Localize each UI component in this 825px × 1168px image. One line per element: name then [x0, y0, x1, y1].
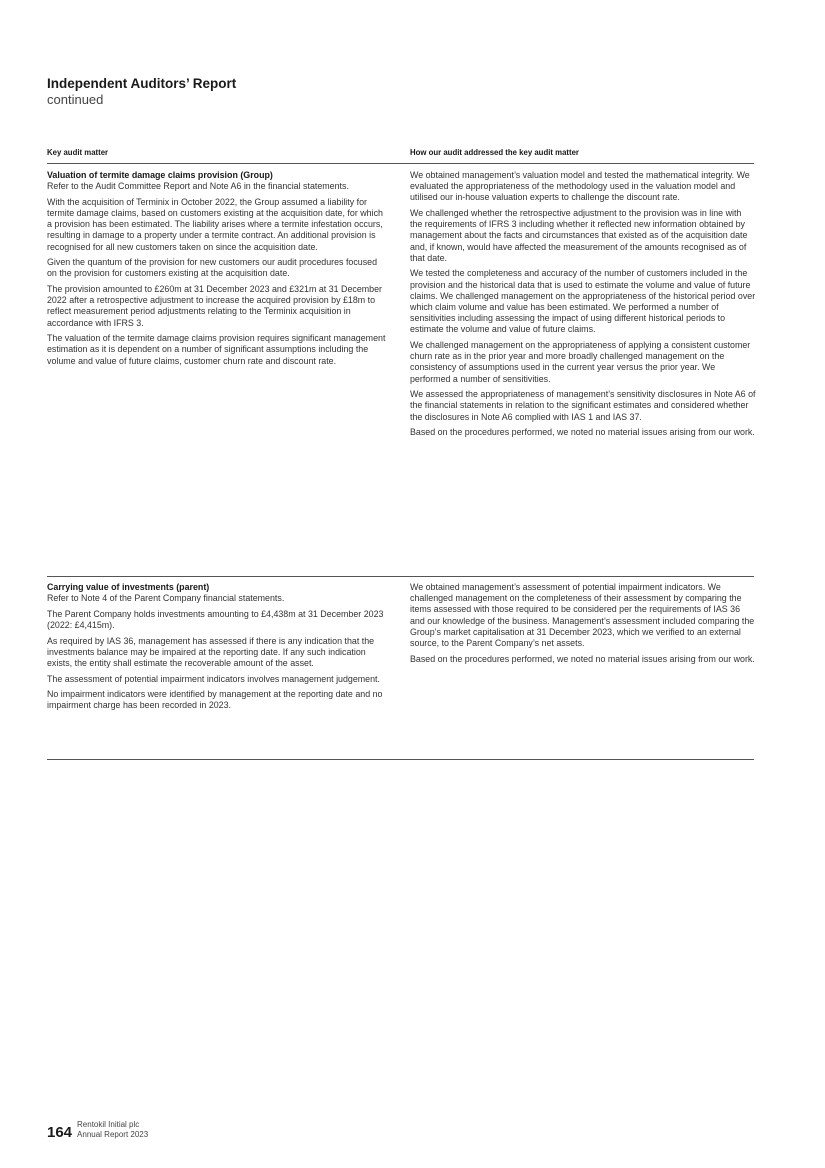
report-header	[47, 76, 236, 108]
page-subtitle: continued	[47, 92, 104, 107]
row-2-left-para: The assessment of potential impairment indicators involves management judgement.	[47, 673, 380, 684]
page-title: Independent Auditors’ Report	[47, 76, 237, 91]
row-1-left-para: The provision amounted to £260m at 31 December 2023 and £321m at 31 December 2022 after a retrospective adjustment to increase the acquired provision by £18m to reflect measurement period adjustments relating to the Terminix acquisition in accordance with IFRS 3.	[47, 284, 382, 328]
page-number: 164	[47, 1124, 73, 1141]
row-divider	[47, 576, 754, 577]
row-1-right-para: Based on the procedures performed, we noted no material issues arising from our work.	[410, 427, 755, 438]
header-divider	[47, 163, 754, 164]
row-2-heading: Carrying value of investments (parent)	[47, 582, 210, 592]
footer-company: Rentokil Initial plc	[77, 1120, 140, 1129]
row-2-left-para: Refer to Note 4 of the Parent Company financial statements.	[47, 593, 285, 604]
column-header-key-audit-matter: Key audit matter	[47, 148, 109, 157]
page-footer	[47, 1120, 148, 1142]
row-1-right-para: We tested the completeness and accuracy of the number of customers included in the provision and the historical data that is used to estimate the volume and value of future claims. We challenged management on the appropriateness of the historical period over which claim volume and value has been estimated. We performed a number of sensitivities including assessing the impact of using different historical periods to estimate the volume and value of future claims.	[410, 268, 756, 335]
row-2-left-para: The Parent Company holds investments amounting to £4,438m at 31 December 2023 (2022: £4,415m).	[47, 608, 384, 630]
column-header-audit-response: How our audit addressed the key audit matter	[410, 148, 579, 157]
row-2-left-para: No impairment indicators were identified by management at the reporting date and no impairment charge has been recorded in 2023.	[47, 689, 383, 711]
row-1-heading: Valuation of termite damage claims provision (Group)	[47, 170, 273, 180]
footer-publication	[77, 1120, 148, 1142]
row-1-left-para: Refer to the Audit Committee Report and Note A6 in the financial statements.	[47, 181, 349, 192]
row-1-left-para: Given the quantum of the provision for new customers our audit procedures focused on the provision for customers existing at the acquisition date.	[47, 257, 378, 279]
footer-report: Annual Report 2023	[77, 1130, 149, 1139]
row-2-key-audit-matter	[47, 582, 387, 716]
row-1-left-para: With the acquisition of Terminix in October 2022, the Group assumed a liability for termite damage claims, based on customers existing at the acquisition date, for which a provision has been estimated. The liability arises where a termite infestation occurs, resulting in damage to a property under a termite contract. An additional provision is recognised for all new customers taken on since the acquisition date.	[47, 196, 383, 252]
row-1-right-para: We assessed the appropriateness of management’s sensitivity disclosures in Note A6 of the financial statements in relation to the significant estimates and considered whether the disclosures in Note A6 complied with IAS 1 and IAS 37.	[410, 389, 756, 422]
row-1-right-para: We obtained management’s valuation model and tested the mathematical integrity. We evaluated the appropriateness of the methodology used in the valuation model and utilised our in-house valuation experts to challenge the discount rate.	[410, 170, 750, 203]
table-bottom-rule	[47, 759, 754, 760]
row-1-left-para: The valuation of the termite damage claims provision requires significant management estimation as it is dependent on a number of significant assumptions including the volume and value of future claims, customer churn rate and discount rate.	[47, 333, 386, 366]
row-2-audit-response	[410, 582, 756, 669]
row-2-left-para: As required by IAS 36, management has assessed if there is any indication that the investments balance may be impaired at the reporting date. If any such indication exists, the entity shall estimate the recoverable amount of the asset.	[47, 635, 375, 668]
row-1-right-para: We challenged management on the appropriateness of applying a consistent customer churn rate as in the prior year and more broadly challenged management on the consistency of assumptions used in the current year versus the prior year. We performed a number of sensitivities.	[410, 340, 751, 384]
row-2-right-para: We obtained management’s assessment of potential impairment indicators. We challenged management on the completeness of their assessment by comparing the items assessed with those required to be considered per the requirements of IAS 36 and our knowledge of the business. Management’s assessment included comparing the Group’s market capitalisation at 31 December 2023, which we verified to an external source, to the Parent Company’s net assets.	[410, 582, 755, 649]
row-1-key-audit-matter	[47, 170, 387, 371]
row-1-audit-response	[410, 170, 756, 443]
row-1-right-para: We challenged whether the retrospective adjustment to the provision was in line with the requirements of IFRS 3 including whether it reflected new information obtained by management about the facts and circumstances that existed as of the acquisition date and, if known, would have affected the measurement of the amounts recognised as of that date.	[410, 208, 748, 263]
row-2-right-para: Based on the procedures performed, we noted no material issues arising from our work.	[410, 653, 755, 664]
